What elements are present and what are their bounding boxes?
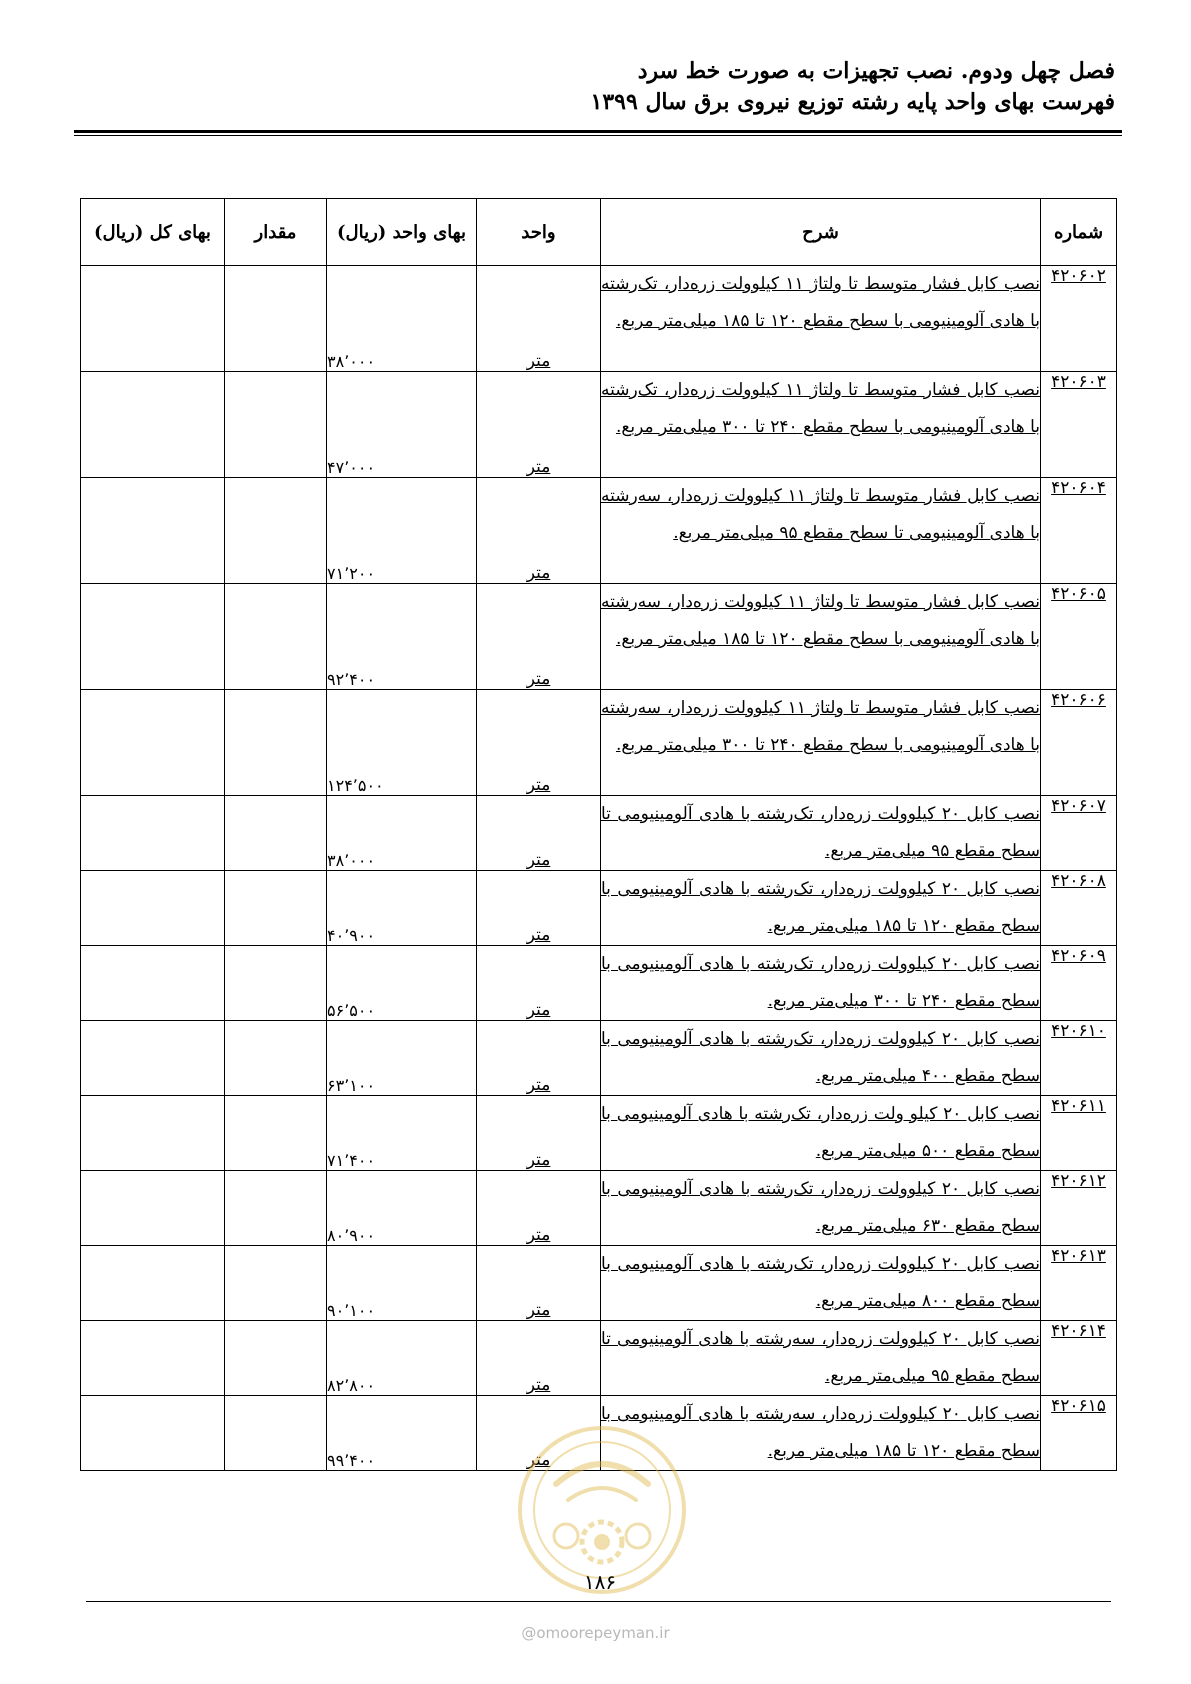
unit-cell <box>477 1246 601 1321</box>
header-thick-rule <box>74 130 1122 133</box>
quantity-cell <box>225 796 327 871</box>
website-watermark: @omoorepeyman.ir <box>521 1624 670 1642</box>
unit-price-cell: ۴۰٬۹۰۰ <box>327 871 477 946</box>
total-price-cell <box>81 372 225 478</box>
quantity-cell <box>225 871 327 946</box>
total-price-cell <box>81 690 225 796</box>
unit-cell <box>477 1171 601 1246</box>
item-description: نصب کابل ۲۰ کیلو ولت زره‌دار، تک‌رشته با هادی آلومینیومی با سطح مقطع ۵۰۰ میلی‌متر مربع. <box>601 1104 1040 1161</box>
price-list-table <box>80 198 1117 1471</box>
page-number: ۱۸۶ <box>583 1570 617 1594</box>
total-price-cell <box>81 1246 225 1321</box>
table-row <box>81 871 1117 946</box>
item-unit: متر <box>526 1150 551 1170</box>
table-row <box>81 1246 1117 1321</box>
table-row <box>81 946 1117 1021</box>
unit-price-cell: ۳۸٬۰۰۰ <box>327 796 477 871</box>
description-cell <box>601 1246 1041 1321</box>
unit-price-cell: ۵۶٬۵۰۰ <box>327 946 477 1021</box>
item-number-cell <box>1041 1246 1117 1321</box>
footer-rule <box>86 1601 1111 1602</box>
total-price-cell <box>81 871 225 946</box>
item-number: ۴۲۰۶۱۵ <box>1051 1396 1106 1416</box>
unit-price-cell: ۶۳٬۱۰۰ <box>327 1021 477 1096</box>
table-row <box>81 690 1117 796</box>
column-header-quantity: مقدار <box>225 199 327 266</box>
item-number: ۴۲۰۶۱۴ <box>1051 1321 1106 1341</box>
quantity-cell <box>225 372 327 478</box>
item-unit: متر <box>526 850 551 870</box>
unit-cell <box>477 1021 601 1096</box>
total-price-cell <box>81 1321 225 1396</box>
item-unit: متر <box>526 669 551 689</box>
table-header-row <box>81 199 1117 266</box>
item-unit: متر <box>526 775 551 795</box>
item-unit: متر <box>526 1450 551 1470</box>
unit-cell <box>477 1396 601 1471</box>
table-row <box>81 1171 1117 1246</box>
item-number-cell <box>1041 796 1117 871</box>
quantity-cell <box>225 1321 327 1396</box>
unit-price-cell: ۳۸٬۰۰۰ <box>327 266 477 372</box>
unit-cell <box>477 266 601 372</box>
item-unit: متر <box>526 1000 551 1020</box>
column-header-total-price: بهای کل (ریال) <box>81 199 225 266</box>
column-header-unit: واحد <box>477 199 601 266</box>
item-number: ۴۲۰۶۱۱ <box>1051 1096 1106 1116</box>
total-price-cell <box>81 796 225 871</box>
table-row <box>81 1096 1117 1171</box>
description-cell <box>601 796 1041 871</box>
quantity-cell <box>225 1021 327 1096</box>
item-number: ۴۲۰۶۱۳ <box>1051 1246 1106 1266</box>
unit-price-cell: ۷۱٬۲۰۰ <box>327 478 477 584</box>
description-cell <box>601 690 1041 796</box>
description-cell <box>601 478 1041 584</box>
unit-price-cell: ۹۹٬۴۰۰ <box>327 1396 477 1471</box>
unit-price-cell: ۹۲٬۴۰۰ <box>327 584 477 690</box>
quantity-cell <box>225 478 327 584</box>
table-row <box>81 478 1117 584</box>
item-number-cell <box>1041 1096 1117 1171</box>
unit-cell <box>477 796 601 871</box>
item-description: نصب کابل فشار متوسط تا ولتاژ ۱۱ کیلوولت زره‌دار، سه‌رشته با هادی آلومینیومی تا سطح مقطع ۹۵ میلی‌متر مربع. <box>601 486 1040 543</box>
description-cell <box>601 266 1041 372</box>
table-row <box>81 372 1117 478</box>
item-number: ۴۲۰۶۰۵ <box>1051 584 1106 604</box>
item-number-cell <box>1041 478 1117 584</box>
item-description: نصب کابل ۲۰ کیلوولت زره‌دار، تک‌رشته با هادی آلومینیومی با سطح مقطع ۶۳۰ میلی‌متر مربع. <box>601 1179 1040 1236</box>
description-cell <box>601 1321 1041 1396</box>
page-header <box>75 56 1115 118</box>
item-number-cell <box>1041 1171 1117 1246</box>
table-row <box>81 1021 1117 1096</box>
column-header-description: شرح <box>601 199 1041 266</box>
description-cell <box>601 1396 1041 1471</box>
table-row <box>81 1396 1117 1471</box>
item-number-cell <box>1041 946 1117 1021</box>
item-number-cell <box>1041 266 1117 372</box>
item-description: نصب کابل ۲۰ کیلوولت زره‌دار، سه‌رشته با هادی آلومینیومی با سطح مقطع ۱۲۰ تا ۱۸۵ میلی‌متر مربع. <box>601 1404 1041 1461</box>
unit-price-cell: ۴۷٬۰۰۰ <box>327 372 477 478</box>
unit-cell <box>477 584 601 690</box>
item-description: نصب کابل فشار متوسط تا ولتاژ ۱۱ کیلوولت زره‌دار، تک‌رشته با هادی آلومینیومی با سطح مقطع ۱۲۰ تا ۱۸۵ میلی‌متر مربع. <box>601 274 1041 331</box>
item-number-cell <box>1041 1321 1117 1396</box>
total-price-cell <box>81 1396 225 1471</box>
quantity-cell <box>225 266 327 372</box>
quantity-cell <box>225 946 327 1021</box>
total-price-cell <box>81 478 225 584</box>
unit-price-cell: ۹۰٬۱۰۰ <box>327 1246 477 1321</box>
description-cell <box>601 1171 1041 1246</box>
quantity-cell <box>225 1246 327 1321</box>
item-description: نصب کابل فشار متوسط تا ولتاژ ۱۱ کیلوولت زره‌دار، سه‌رشته با هادی آلومینیومی با سطح مقطع ۱۲۰ تا ۱۸۵ میلی‌متر مربع. <box>601 592 1040 649</box>
item-unit: متر <box>526 457 551 477</box>
item-description: نصب کابل ۲۰ کیلوولت زره‌دار، تک‌رشته با هادی آلومینیومی با سطح مقطع ۸۰۰ میلی‌متر مربع. <box>601 1254 1040 1311</box>
item-description: نصب کابل فشار متوسط تا ولتاژ ۱۱ کیلوولت زره‌دار، تک‌رشته با هادی آلومینیومی با سطح مقطع ۲۴۰ تا ۳۰۰ میلی‌متر مربع. <box>601 380 1041 437</box>
quantity-cell <box>225 1396 327 1471</box>
unit-cell <box>477 871 601 946</box>
item-number: ۴۲۰۶۰۲ <box>1051 266 1106 286</box>
quantity-cell <box>225 1096 327 1171</box>
description-cell <box>601 946 1041 1021</box>
unit-cell <box>477 690 601 796</box>
item-number-cell <box>1041 584 1117 690</box>
quantity-cell <box>225 1171 327 1246</box>
item-description: نصب کابل ۲۰ کیلوولت زره‌دار، سه‌رشته با هادی آلومینیومی تا سطح مقطع ۹۵ میلی‌متر مربع. <box>601 1329 1041 1386</box>
item-unit: متر <box>526 1300 551 1320</box>
unit-cell <box>477 1321 601 1396</box>
item-description: نصب کابل فشار متوسط تا ولتاژ ۱۱ کیلوولت زره‌دار، سه‌رشته با هادی آلومینیومی با سطح مقطع ۲۴۰ تا ۳۰۰ میلی‌متر مربع. <box>601 698 1040 755</box>
item-number: ۴۲۰۶۱۲ <box>1051 1171 1106 1191</box>
description-cell <box>601 584 1041 690</box>
item-number: ۴۲۰۶۰۴ <box>1051 478 1106 498</box>
description-cell <box>601 1096 1041 1171</box>
item-unit: متر <box>526 351 551 371</box>
unit-price-cell: ۷۱٬۴۰۰ <box>327 1096 477 1171</box>
item-description: نصب کابل ۲۰ کیلوولت زره‌دار، تک‌رشته با هادی آلومینیومی تا سطح مقطع ۹۵ میلی‌متر مربع. <box>601 804 1040 861</box>
item-description: نصب کابل ۲۰ کیلوولت زره‌دار، تک‌رشته با هادی آلومینیومی با سطح مقطع ۴۰۰ میلی‌متر مربع. <box>601 1029 1040 1086</box>
table-row <box>81 266 1117 372</box>
table-row <box>81 796 1117 871</box>
total-price-cell <box>81 1021 225 1096</box>
unit-cell <box>477 946 601 1021</box>
table-row <box>81 584 1117 690</box>
item-unit: متر <box>526 1225 551 1245</box>
item-unit: متر <box>526 563 551 583</box>
header-thin-rule <box>74 135 1122 136</box>
item-description: نصب کابل ۲۰ کیلوولت زره‌دار، تک‌رشته با هادی آلومینیومی با سطح مقطع ۱۲۰ تا ۱۸۵ میلی‌متر مربع. <box>601 879 1040 936</box>
quantity-cell <box>225 690 327 796</box>
unit-cell <box>477 1096 601 1171</box>
item-number-cell <box>1041 871 1117 946</box>
total-price-cell <box>81 266 225 372</box>
item-number: ۴۲۰۶۰۶ <box>1051 690 1106 710</box>
item-unit: متر <box>526 1375 551 1395</box>
chapter-title: فصل چهل ودوم. نصب تجهیزات به صورت خط سرد <box>637 58 1115 84</box>
unit-price-cell: ۸۰٬۹۰۰ <box>327 1171 477 1246</box>
unit-price-cell: ۱۲۴٬۵۰۰ <box>327 690 477 796</box>
item-unit: متر <box>526 1075 551 1095</box>
item-number: ۴۲۰۶۰۳ <box>1051 372 1106 392</box>
document-subtitle: فهرست بهای واحد پایه رشته توزیع نیروی برق سال ۱۳۹۹ <box>590 89 1115 115</box>
unit-cell <box>477 372 601 478</box>
item-number-cell <box>1041 1396 1117 1471</box>
unit-cell <box>477 478 601 584</box>
item-number: ۴۲۰۶۰۸ <box>1051 871 1106 891</box>
column-header-unit-price: بهای واحد (ریال) <box>327 199 477 266</box>
total-price-cell <box>81 1096 225 1171</box>
item-number-cell <box>1041 372 1117 478</box>
total-price-cell <box>81 946 225 1021</box>
total-price-cell <box>81 584 225 690</box>
description-cell <box>601 1021 1041 1096</box>
item-number-cell <box>1041 1021 1117 1096</box>
unit-price-cell: ۸۲٬۸۰۰ <box>327 1321 477 1396</box>
table-row <box>81 1321 1117 1396</box>
item-description: نصب کابل ۲۰ کیلوولت زره‌دار، تک‌رشته با هادی آلومینیومی با سطح مقطع ۲۴۰ تا ۳۰۰ میلی‌متر مربع. <box>601 954 1040 1011</box>
item-number: ۴۲۰۶۰۷ <box>1051 796 1106 816</box>
item-unit: متر <box>526 925 551 945</box>
quantity-cell <box>225 584 327 690</box>
description-cell <box>601 372 1041 478</box>
item-number: ۴۲۰۶۱۰ <box>1051 1021 1106 1041</box>
item-number-cell <box>1041 690 1117 796</box>
column-header-number: شماره <box>1041 199 1117 266</box>
total-price-cell <box>81 1171 225 1246</box>
description-cell <box>601 871 1041 946</box>
item-number: ۴۲۰۶۰۹ <box>1051 946 1106 966</box>
